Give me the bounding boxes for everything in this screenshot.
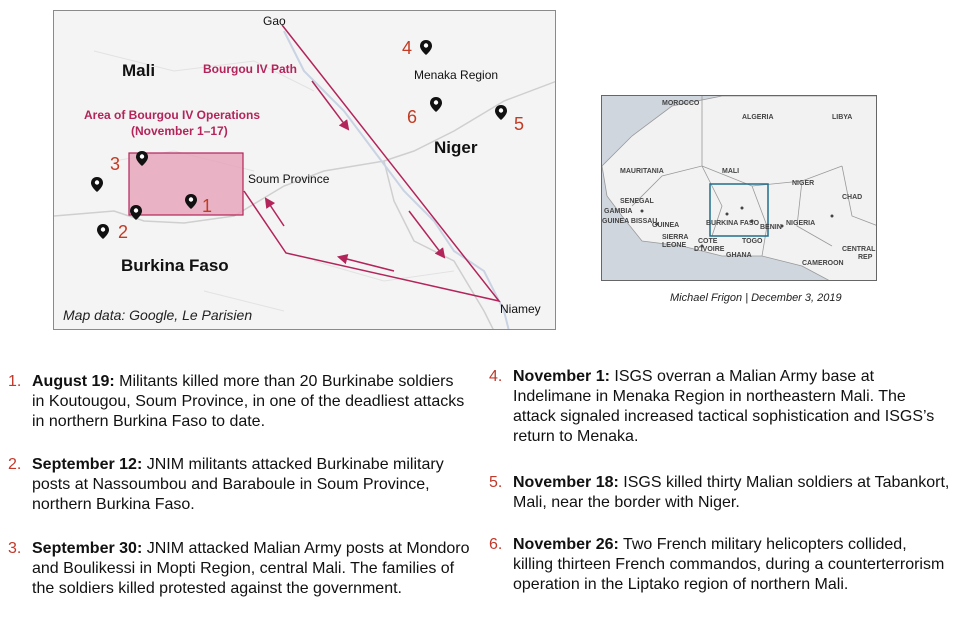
inset-label-senegal: SENEGAL [620, 198, 654, 205]
location-pin-icon [91, 177, 103, 192]
event-item-1 [8, 372, 470, 432]
label-bourgou-path: Bourgou IV Path [203, 62, 297, 76]
area-of-operations [129, 153, 243, 215]
inset-label-chad: CHAD [842, 194, 863, 201]
event-date: November 26: [513, 536, 619, 553]
event-number: 6. [489, 536, 503, 553]
inset-label-cote: COTE [698, 238, 718, 245]
inset-label-guinea-bissau: GUINEA BISSAU [602, 218, 658, 225]
event-date: September 30: [32, 540, 143, 557]
inset-label-libya: LIBYA [832, 114, 853, 121]
inset-label-sierra: SIERRA [662, 234, 689, 241]
label-burkina-faso: Burkina Faso [121, 256, 229, 275]
inset-label-guinea: GUINEA [652, 222, 680, 229]
location-pin-icon-5 [495, 105, 507, 120]
marker-number-4: 4 [402, 38, 413, 58]
location-pin-icon [130, 205, 142, 220]
marker-number-1: 1 [202, 196, 213, 216]
marker-number-5: 5 [514, 114, 525, 134]
main-map [53, 10, 556, 330]
label-mali: Mali [122, 61, 156, 80]
inset-label-central: CENTRAL [842, 246, 876, 253]
label-menaka-region: Menaka Region [414, 68, 499, 82]
event-date: September 12: [32, 456, 143, 473]
event-text: Two French military helicopters collided, killing thirteen French commandos, during a counterterrorism operation in the Liptako region of northern Mali. [513, 536, 945, 593]
inset-label-benin: BENIN [760, 224, 782, 231]
inset-label-togo: TOGO [742, 238, 763, 245]
inset-label-nigeria: NIGERIA [786, 220, 816, 227]
label-soum-province: Soum Province [248, 172, 330, 186]
label-niger: Niger [434, 138, 478, 157]
inset-label-mali: MALI [722, 168, 740, 175]
inset-label-niger: NIGER [792, 180, 815, 187]
inset-label-divoire: D'IVOIRE [694, 246, 725, 253]
path-arrow-3 [339, 257, 394, 271]
event-number: 4. [489, 368, 503, 385]
event-text: Militants killed more than 20 Burkinabe soldiers in Koutougou, Soum Province, in one of the deadliest attacks in northern Burkina Faso to date. [32, 373, 465, 430]
label-gao: Gao [263, 14, 286, 28]
event-date: August 19: [32, 373, 115, 390]
event-text: ISGS overran a Malian Army base at Indelimane in Menaka Region in northeastern Mali. The attack signaled increased tactical sophistication and ISGS’s return to Menaka. [513, 368, 935, 445]
event-text: ISGS killed thirty Malian soldiers at Tabankort, Mali, near the border with Niger. [513, 474, 950, 511]
location-pin-icon-6 [430, 97, 442, 112]
event-item-4 [489, 367, 951, 447]
main-map-graphics [54, 11, 556, 330]
label-area-line1: Area of Bourgou IV Operations [84, 108, 261, 122]
inset-label-mauritania: MAURITANIA [620, 168, 664, 175]
event-item-3 [8, 539, 470, 599]
marker-number-3: 3 [110, 154, 121, 174]
inset-map [601, 95, 877, 281]
label-area-line2: (November 1–17) [131, 124, 228, 138]
marker-number-2: 2 [118, 222, 129, 242]
inset-label-leone: LEONE [662, 242, 687, 249]
inset-label-morocco: MOROCCO [662, 100, 700, 107]
event-item-6 [489, 535, 951, 595]
inset-label-rep: REP [858, 254, 873, 261]
author-credit: Michael Frigon | December 3, 2019 [670, 292, 842, 304]
inset-label-ghana: GHANA [726, 252, 752, 259]
marker-number-6: 6 [407, 107, 418, 127]
inset-label-burkina-faso: BURKINA FASO [706, 220, 760, 227]
path-arrow-2 [409, 211, 444, 257]
path-arrow-4 [266, 199, 284, 226]
event-date: November 18: [513, 474, 619, 491]
location-pin-icon-4 [420, 40, 432, 55]
inset-label-cameroon: CAMEROON [802, 260, 844, 267]
event-text: JNIM militants attacked Burkinabe military posts at Nassoumbou and Baraboule in Soum Province, northern Burkina Faso. [32, 456, 444, 513]
inset-label-gambia: GAMBIA [604, 208, 633, 215]
event-text: JNIM attacked Malian Army posts at Mondoro and Boulikessi in Mopti Region, central Mali. The families of the soldiers killed protested against the government. [32, 540, 470, 597]
event-item-5 [489, 473, 951, 513]
event-number: 3. [8, 540, 22, 557]
inset-label-algeria: ALGERIA [742, 114, 774, 121]
location-pin-icon-2 [97, 224, 109, 239]
event-date: November 1: [513, 368, 610, 385]
event-number: 2. [8, 456, 22, 473]
label-niamey: Niamey [500, 302, 541, 316]
map-data-credit: Map data: Google, Le Parisien [63, 307, 253, 323]
event-number: 5. [489, 474, 503, 491]
event-item-2 [8, 455, 470, 515]
path-arrow-1 [312, 81, 348, 129]
event-number: 1. [8, 373, 22, 390]
